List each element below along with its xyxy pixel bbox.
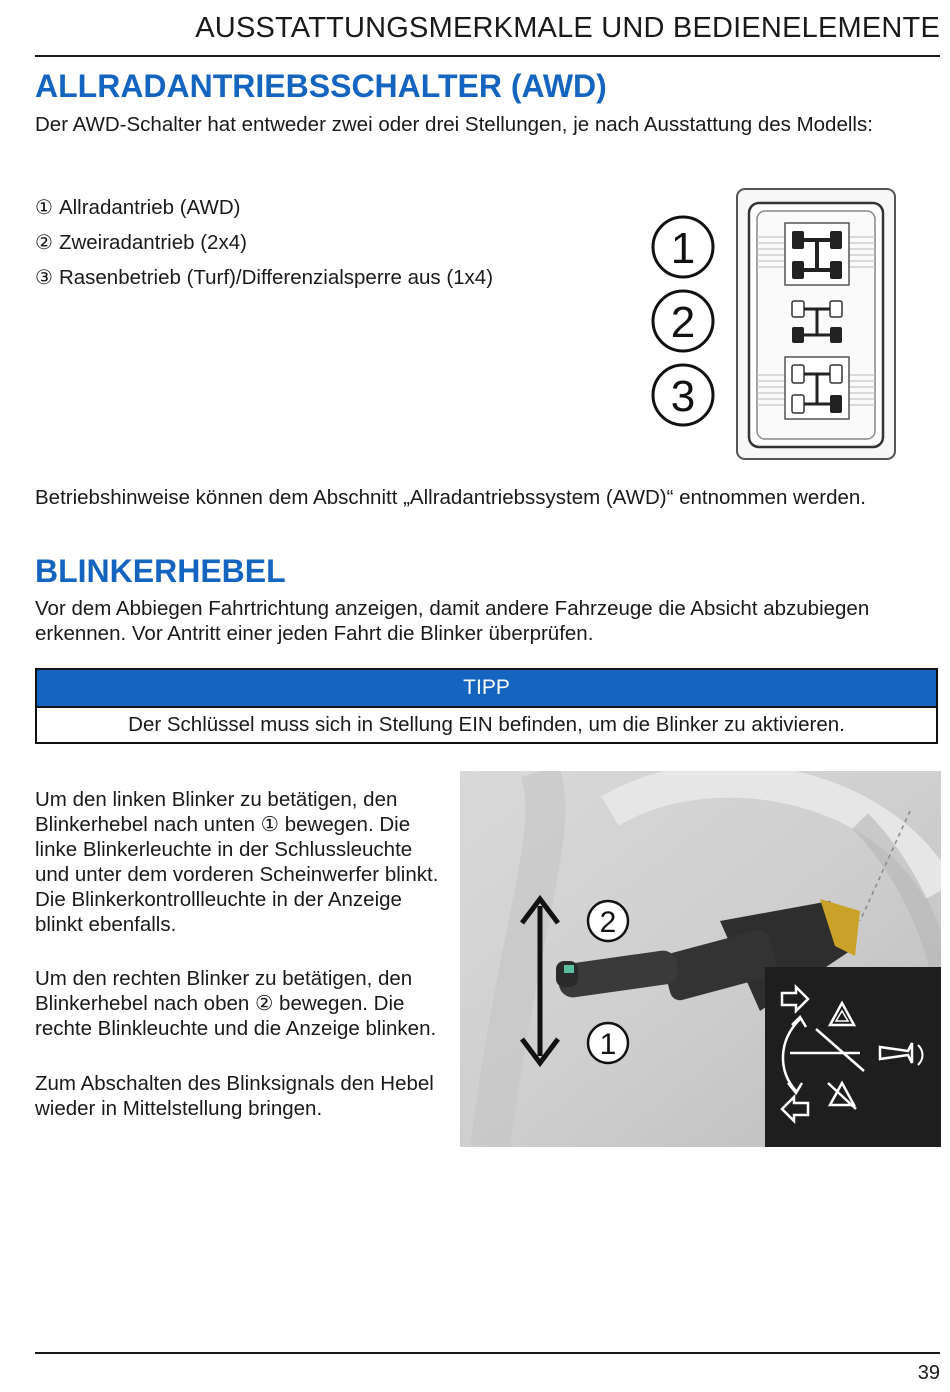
blinker-intro: Vor dem Abbiegen Fahrtrichtung anzeigen, damit andere Fahrzeuge die Absicht abzubiegen erkennen. Vor Antritt einer jeden Fahrt die Blinker überprüfen. [35, 597, 870, 645]
lever-symbol-inset [765, 967, 941, 1147]
callout-label-2: 2 [670, 298, 696, 347]
callout-3 [653, 365, 713, 425]
list-item-text: Rasenbetrieb (Turf)/Differenzialsperre aus (1x4) [58, 266, 494, 289]
blinker-paragraph-3: Zum Abschalten des Blinksignals den Hebel wieder in Mittelstellung bringen. [35, 1072, 434, 1120]
photo-callout-2 [588, 901, 628, 941]
awd-switch-figure [645, 185, 900, 465]
list-item-text: Allradantrieb (AWD) [58, 196, 241, 219]
photo-callout-1 [588, 1023, 628, 1063]
list-marker: ③ [35, 267, 53, 289]
tip-box [35, 668, 938, 744]
turf-mode-icon [785, 357, 849, 419]
callout-label-1: 1 [670, 224, 696, 273]
awd-heading: ALLRADANTRIEBSSCHALTER (AWD) [35, 68, 607, 104]
footer-divider [35, 1352, 940, 1354]
awd-list-item-3 [35, 265, 493, 291]
turn-signal-lever-photo [460, 771, 941, 1147]
awd-mode-icon [785, 223, 849, 285]
callout-2 [653, 291, 713, 351]
awd-list-item-2 [35, 230, 247, 256]
list-marker: ① [35, 197, 53, 219]
awd-note: Betriebshinweise können dem Abschnitt „Allradantriebssystem (AWD)“ entnommen werden. [35, 486, 866, 509]
header-divider [35, 55, 940, 57]
blinker-paragraph-2: Um den rechten Blinker zu betätigen, den Blinkerhebel nach oben ② bewegen. Die rechte Blinkleuchte und die Anzeige blinken. [35, 967, 437, 1040]
list-marker: ② [35, 232, 53, 254]
blinker-heading: BLINKERHEBEL [35, 553, 286, 589]
tip-text: Der Schlüssel muss sich in Stellung EIN befinden, um die Blinker zu aktivieren. [128, 713, 845, 736]
callout-label-3: 3 [670, 372, 696, 421]
awd-intro: Der AWD-Schalter hat entweder zwei oder drei Stellungen, je nach Ausstattung des Modells: [35, 113, 873, 136]
blinker-paragraph-1: Um den linken Blinker zu betätigen, den Blinkerhebel nach unten ① bewegen. Die linke Blinkerleuchte in der Schlussleuchte und unter dem vorderen Scheinwerfer blinkt. Die Blinkerkontrollleuchte in der Anzeige blinkt ebenfalls. [35, 788, 439, 936]
tip-label: TIPP [37, 670, 936, 708]
photo-callout-label-2: 2 [599, 906, 617, 939]
awd-list-item-1 [35, 195, 240, 221]
page-header-title: AUSSTATTUNGSMERKMALE UND BEDIENELEMENTE [195, 12, 940, 44]
page-number: 39 [917, 1362, 940, 1384]
callout-1 [653, 217, 713, 277]
photo-callout-label-1: 1 [599, 1028, 617, 1061]
list-item-text: Zweiradantrieb (2x4) [58, 231, 247, 254]
